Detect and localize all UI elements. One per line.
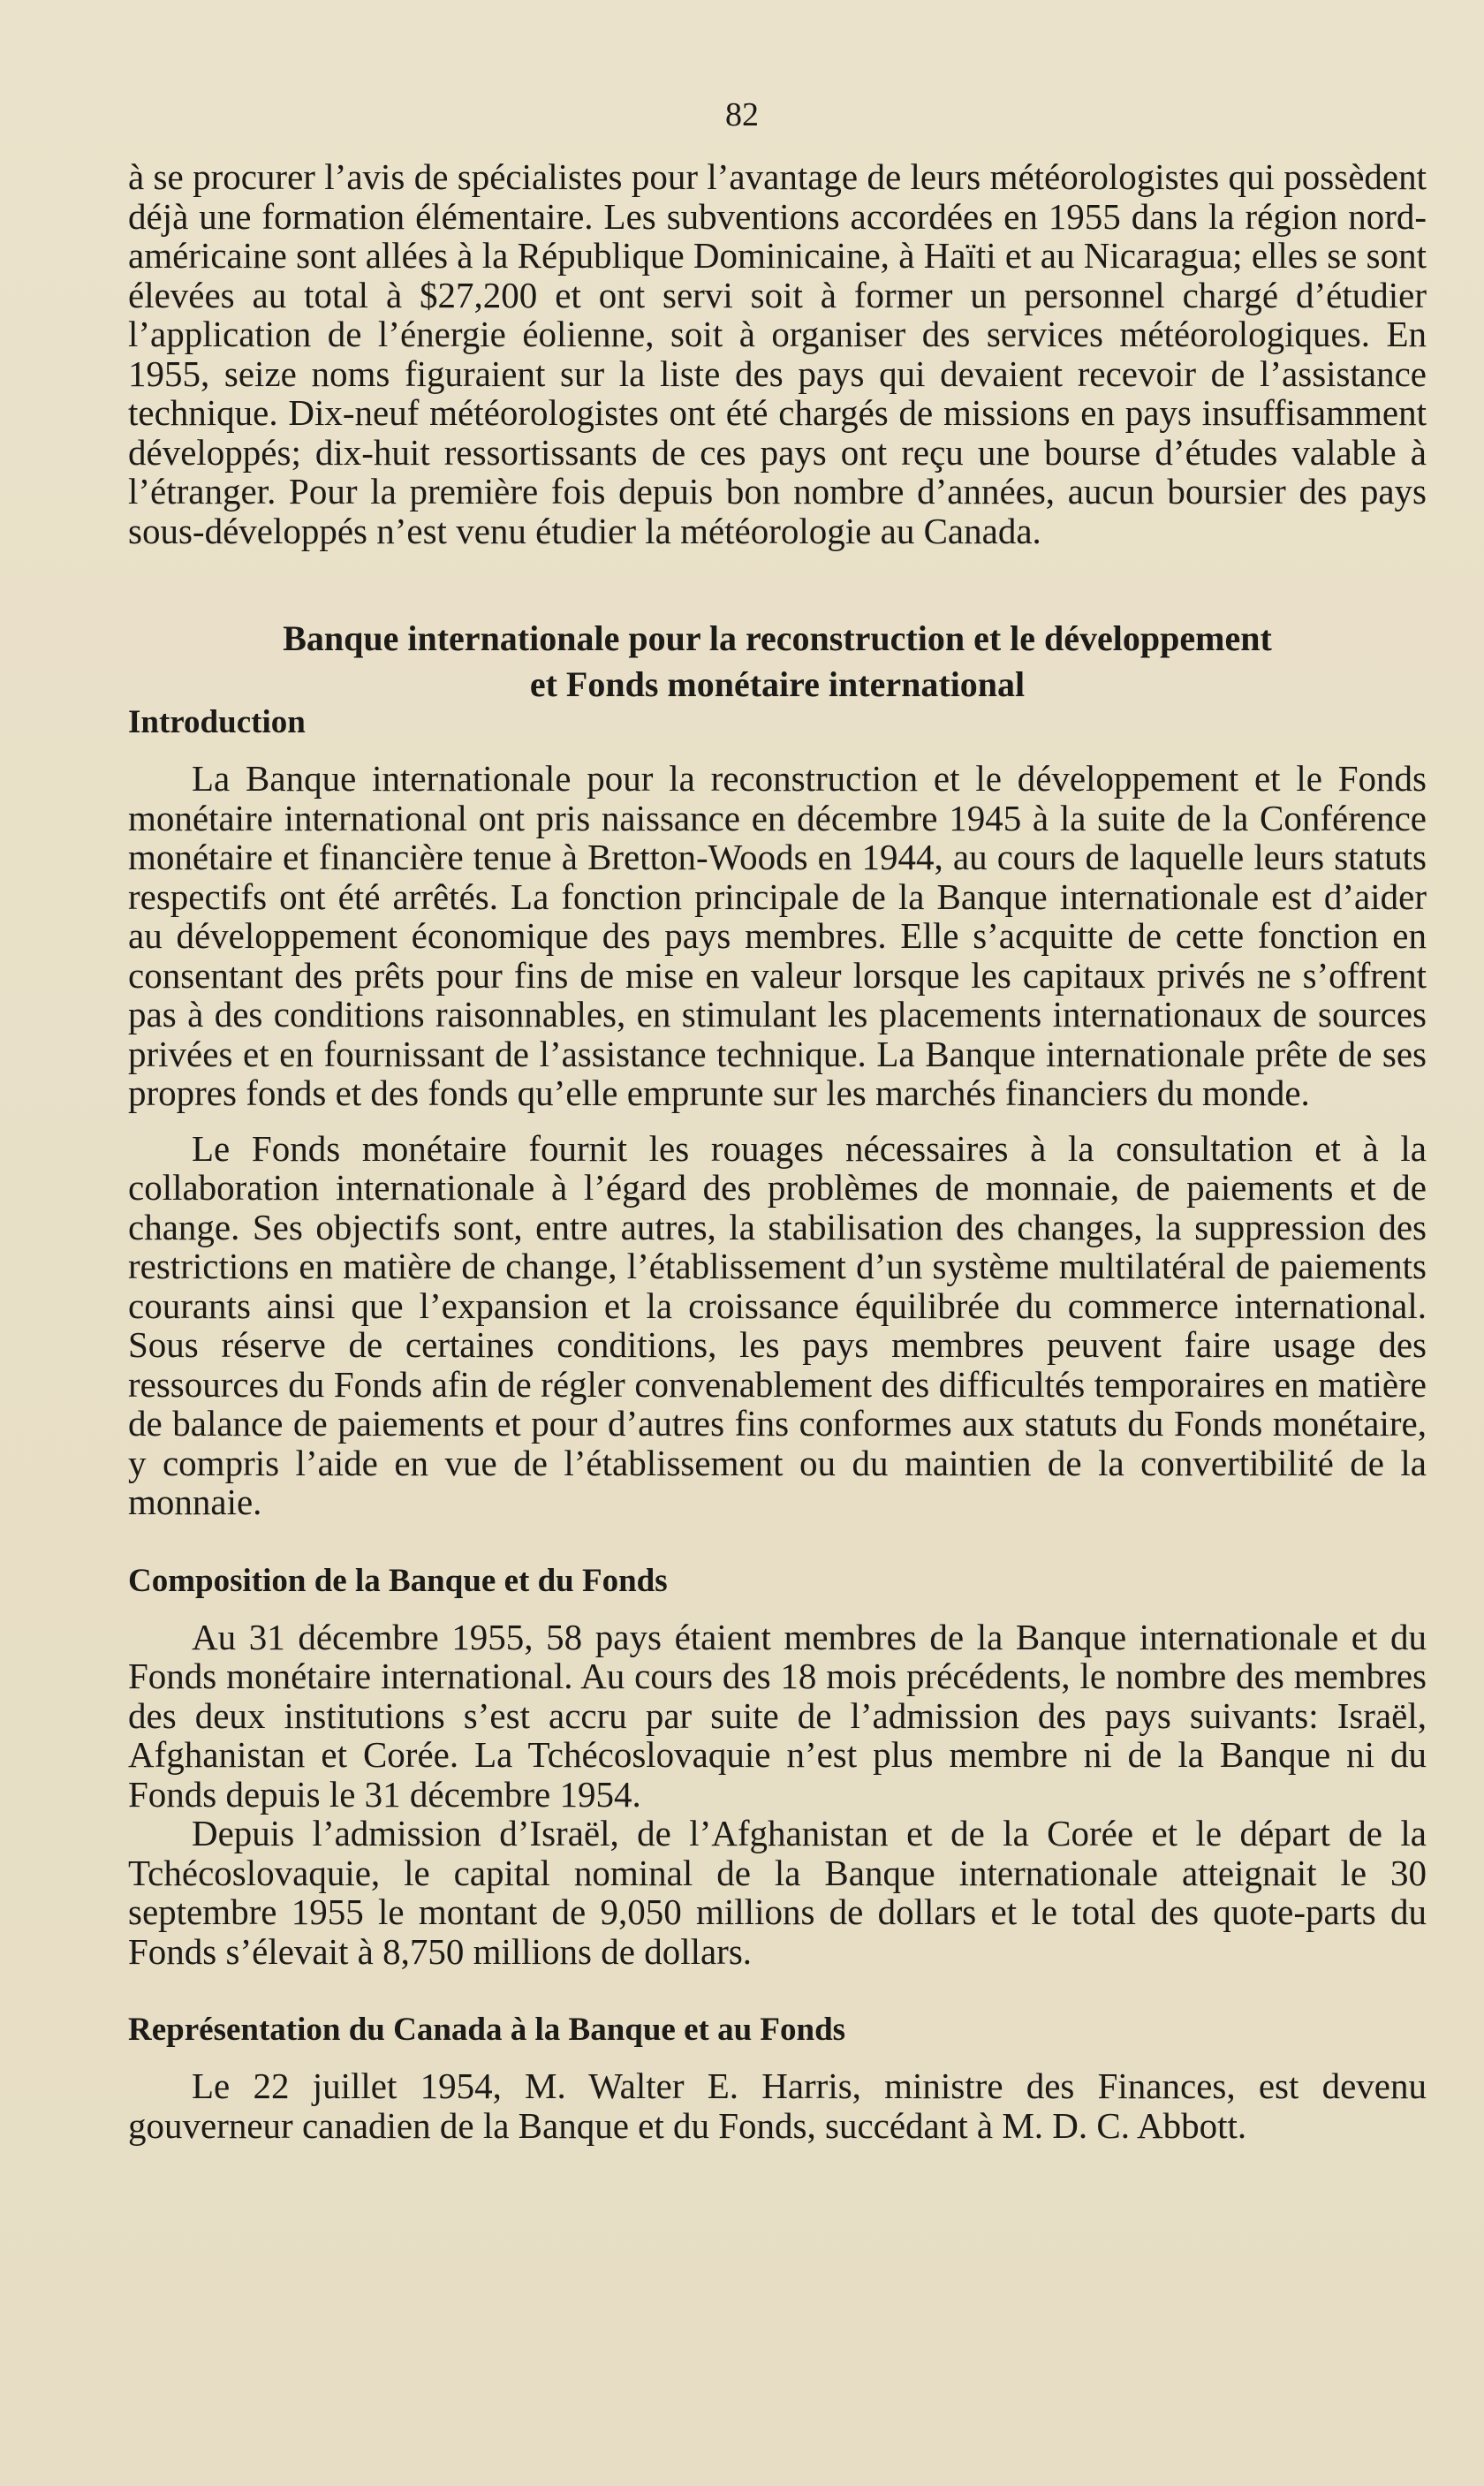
paragraph-introduction: La Banque internationale pour la reconstruction et le développement et le Fonds monétaire international ont pris naissance en décembre 1945 à la suite de la Conférence monétaire et financière tenue à Bretton-Woods en 1944, au cours de laquelle leurs statuts respectifs ont été arrêtés. La fonction principale de la Banque internationale est d’aider au développement économique des pays membres. Elle s’acquitte de cette fonction en consentant des prêts pour fins de mise en valeur lorsque les capitaux privés ne s’offrent pas à des conditions raisonnables, en stimulant les placements internationaux de sources privées et en fournissant de l’assistance technique. La Banque internationale prête de ses propres fonds et des fonds qu’elle emprunte sur les marchés financiers du monde.: [128, 758, 1427, 1113]
paragraph-fonds-monetaire: Le Fonds monétaire fournit les rouages nécessaires à la consultation et à la collaboration internationale à l’égard des problèmes de monnaie, de paiements et de change. Ses objectifs sont, entre autres, la stabilisation des changes, la suppression des restrictions en matière de change, l’établissement d’un système multilatéral de paiements courants ainsi que l’expansion et la croissance équilibrée du commerce international. Sous réserve de certaines conditions, les pays membres peuvent faire usage des ressources du Fonds afin de régler convenablement des difficultés temporaires en matière de balance de paiements et pour d’autres fins conformes aux statuts du Fonds monétaire, y compris l’aide en vue de l’établissement ou du maintien de la convertibilité de la monnaie.: [128, 1127, 1427, 1522]
paragraph-representation: Le 22 juillet 1954, M. Walter E. Harris, ministre des Finances, est devenu gouverneur canadien de la Banque et du Fonds, succédant à M. D. C. Abbott.: [128, 2065, 1427, 2146]
page-number: 82: [725, 96, 759, 133]
subheading-composition: Composition de la Banque et du Fonds: [128, 1562, 668, 1599]
paragraph-composition-members: Au 31 décembre 1955, 58 pays étaient membres de la Banque internationale et du Fonds monétaire international. Au cours des 18 mois précédents, le nombre des membres des deux institutions s’est accru par suite de l’admission des pays suivants: Israël, Afghanistan et Corée. La Tchécoslovaquie n’est plus membre ni de la Banque ni du Fonds depuis le 31 décembre 1954.: [128, 1616, 1427, 1815]
subheading-representation: Représentation du Canada à la Banque et au Fonds: [128, 2012, 846, 2048]
paragraph-composition-capital: Depuis l’admission d’Israël, de l’Afghanistan et de la Corée et le départ de la Tchécoslovaquie, le capital nominal de la Banque internationale atteignait le 30 septembre 1955 le montant de 9,050 millions de dollars et le total des quote-parts du Fonds s’élevait à 8,750 millions de dollars.: [128, 1813, 1427, 1972]
section-title-line2: et Fonds monétaire international: [529, 664, 1026, 704]
subheading-introduction: Introduction: [128, 704, 306, 740]
paragraph-meteorology: à se procurer l’avis de spécialistes pour l’avantage de leurs météorologistes qui possèdent déjà une formation élémentaire. Les subventions accordées en 1955 dans la région nord-américaine sont allées à la République Dominicaine, à Haïti et au Nicaragua; elles se sont élevées au total à $27,200 et ont servi soit à former un personnel chargé d’étudier l’application de l’énergie éolienne, soit à organiser des services météorologiques. En 1955, seize noms figuraient sur la liste des pays qui devaient recevoir de l’assistance technique. Dix-neuf météorologistes ont été chargés de missions en pays insuffisamment développés; dix-huit ressortissants de ces pays ont reçu une bourse d’études valable à l’étranger. Pour la première fois depuis bon nombre d’années, aucun boursier des pays sous-développés n’est venu étudier la météorologie au Canada.: [128, 156, 1427, 551]
section-title: [128, 616, 1427, 708]
page-content: [128, 157, 1427, 2145]
section-title-line1: Banque internationale pour la reconstruction et le développement: [283, 618, 1272, 658]
